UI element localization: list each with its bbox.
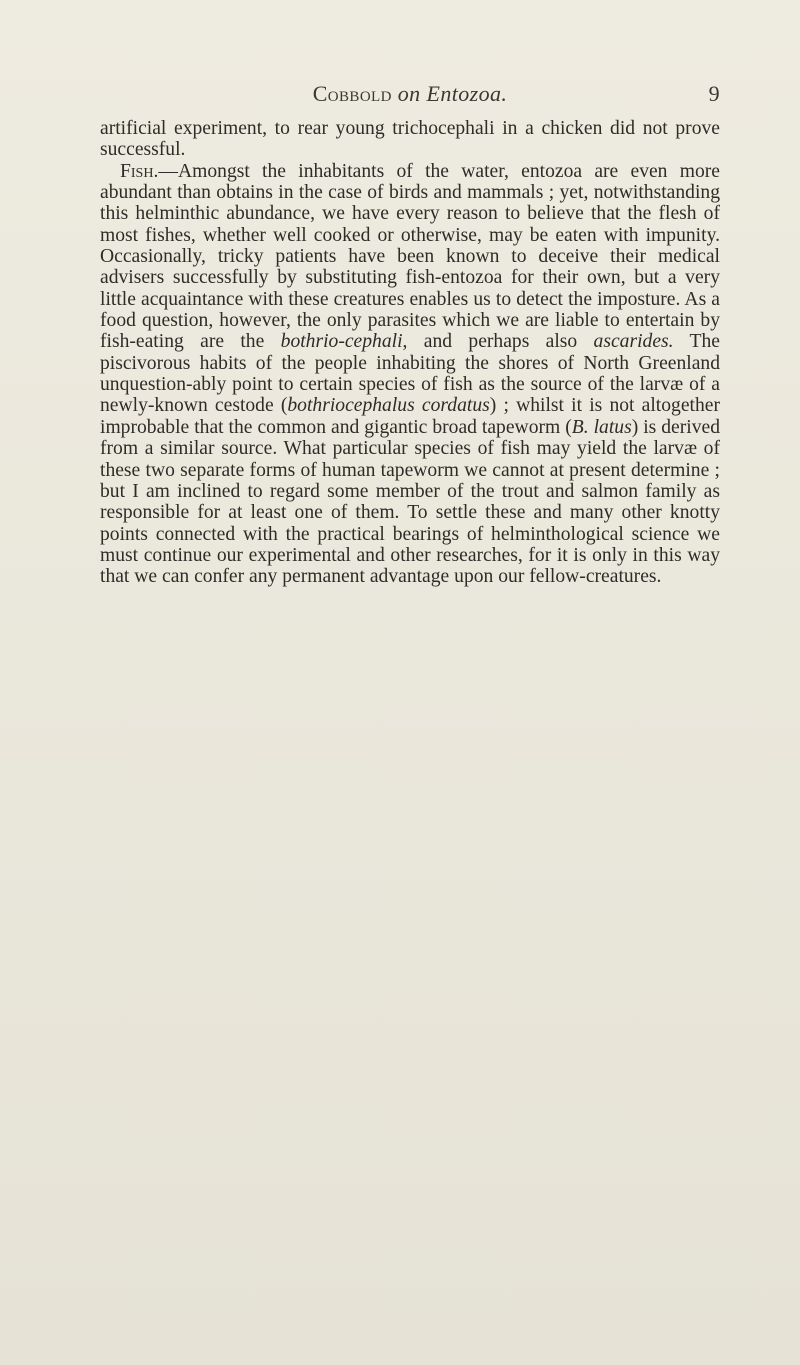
- paragraph-text: artificial experiment, to rear young trichocephali in a chicken did not prove successful.: [100, 118, 720, 161]
- page-number: 9: [708, 81, 720, 106]
- italic-term: bothriocephalus cordatus: [287, 395, 490, 417]
- running-head: [100, 81, 720, 111]
- paragraph-fish: [100, 161, 720, 588]
- paragraph-text: , and perhaps also: [402, 331, 594, 353]
- italic-term: ascarides.: [593, 331, 674, 353]
- paragraph-text: —Amongst the inhabitants of the water, entozoa are even more abundant than obtains in the case of birds and mammals ; yet, notwithstanding this helminthic abundance, we have every reason to believe that the flesh of most fishes, whether well cooked or otherwise, may be eaten with impunity. Occasionally, tricky patients have been known to deceive their medical advisers successfully by substituting fish-entozoa for their own, but a very little acquaintance with these creatures enables us to detect the imposture. As a food question, however, the only parasites which we are liable to entertain by fish-eating are the: [100, 160, 720, 353]
- paragraph-text: ) is derived from a similar source. What particular species of fish may yield the larvæ of these two separate forms of human tapeworm we cannot at present determine ; but I am inclined to regard some member of the trout and salmon family as responsible for at least one of them. To settle these and many other knotty points connected with the practical bearings of helminthological science we must continue our experimental and other researches, for it is only in this way that we can confer any permanent advantage upon our fellow-creatures.: [100, 416, 721, 588]
- body-text: [100, 118, 720, 588]
- running-head-author: Cobbold: [312, 81, 392, 106]
- running-head-subject: Entozoa.: [426, 81, 508, 106]
- italic-term: B. latus: [571, 416, 632, 438]
- running-head-on: on: [397, 81, 421, 106]
- italic-term: bothrio-cephali: [280, 331, 403, 353]
- paragraph-text: ) ; whilst it is not altogether improbable that the common and gigantic broad tapeworm (: [100, 395, 720, 438]
- paragraph: [100, 118, 720, 161]
- paragraph-text: The piscivorous habits of the people inhabiting the shores of North Greenland unquestion-ably point to certain species of fish as the source of the larvæ of a newly-known cestode (: [100, 331, 720, 417]
- section-heading-fish: Fish.: [120, 160, 159, 182]
- running-head-title: [100, 81, 720, 107]
